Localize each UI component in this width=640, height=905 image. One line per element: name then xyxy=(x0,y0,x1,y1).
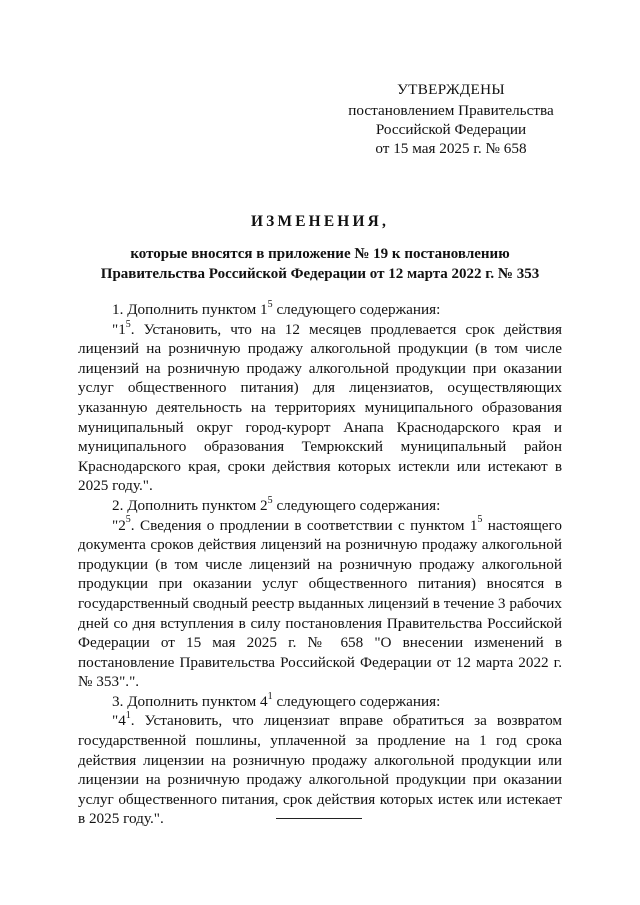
item-1-intro-text: 1. Дополнить пунктом 1 xyxy=(112,301,268,318)
approval-line-1: постановлением Правительства xyxy=(348,102,554,119)
item-3-intro-sup: 1 xyxy=(267,690,273,702)
document-heading xyxy=(74,212,566,284)
item-2-text-mid: . Сведения о продлении в соответствии с пунктом 1 xyxy=(130,516,478,534)
document-subtitle-line-1: которые вносятся в приложение № 19 к постановлению xyxy=(130,246,510,262)
item-1-text-sup: 5 xyxy=(125,318,131,330)
item-1-intro xyxy=(78,300,562,320)
approval-block xyxy=(340,80,562,158)
item-3-intro-text: 3. Дополнить пунктом 4 xyxy=(112,692,268,710)
item-2-intro-sup: 5 xyxy=(267,494,273,506)
item-2-text xyxy=(78,516,562,692)
document-title: ИЗМЕНЕНИЯ, xyxy=(250,213,390,230)
approval-line-3: от 15 мая 2025 г. № 658 xyxy=(375,140,527,157)
item-2-text-start: "2 xyxy=(112,516,126,534)
item-2-intro-tail: следующего содержания: xyxy=(272,496,441,514)
item-2-text-sup-2: 5 xyxy=(477,514,483,526)
approval-title: УТВЕРЖДЕНЫ xyxy=(397,81,505,98)
item-1-text xyxy=(78,320,562,496)
closing-separator-line xyxy=(276,818,362,819)
item-3-intro xyxy=(78,692,562,712)
item-3-intro-tail: следующего содержания: xyxy=(272,692,441,710)
item-1-text-body: . Установить, что на 12 месяцев продлевается срок действия лицензий на розничную продажу алкогольной продукции (в том числе лицензий на розничную продажу алкогольной продукции при оказании услуг общественного питания) для лицензиатов, осуществляющих указанную деятельность на территориях муниципального образования муниципальный округ город-курорт Анапа Краснодарского края и муниципального образования Темрюкский муниципальный район Краснодарского края, сроки действия которых истекли или истекают в 2025 году.". xyxy=(78,320,562,495)
item-2-text-sup: 5 xyxy=(125,514,131,526)
item-1-intro-sup: 5 xyxy=(267,298,273,310)
item-3-text-body: . Установить, что лицензиат вправе обратиться за возвратом государственной пошлины, уплаченной за продление на 1 год срока действия лицензии на розничную продажу алкогольной продукции или лицензии на розничную продажу алкогольной продукции при оказании услуг общественного питания, срок действия которых истек или истекает в 2025 году.". xyxy=(78,712,562,828)
item-2-text-body: настоящего документа сроков действия лицензий на розничную продажу алкогольной продукции (в том числе лицензий на розничную продажу алкогольной продукции при оказании услуг общественного питания) вносятся в государственный сводный реестр выданных лицензий в течение 3 рабочих дней со дня вступления в силу постановления Правительства Российской Федерации от 15 мая 2025 г. № 658 "О внесении изменений в постановление Правительства Российской Федерации от 12 марта 2022 г. № 353".". xyxy=(78,516,562,691)
document-subtitle-line-2: Правительства Российской Федерации от 12 марта 2022 г. № 353 xyxy=(100,265,540,282)
item-3-text-start: "4 xyxy=(112,712,126,730)
item-1-text-start: "1 xyxy=(112,320,126,338)
item-1-intro-tail: следующего содержания: xyxy=(272,301,441,318)
item-2-intro xyxy=(78,496,562,516)
item-3-text-sup: 1 xyxy=(125,710,131,722)
document-body xyxy=(78,300,562,829)
approval-line-2: Российской Федерации xyxy=(375,121,527,138)
item-3-text xyxy=(78,711,562,829)
item-2-intro-text: 2. Дополнить пунктом 2 xyxy=(112,496,268,514)
